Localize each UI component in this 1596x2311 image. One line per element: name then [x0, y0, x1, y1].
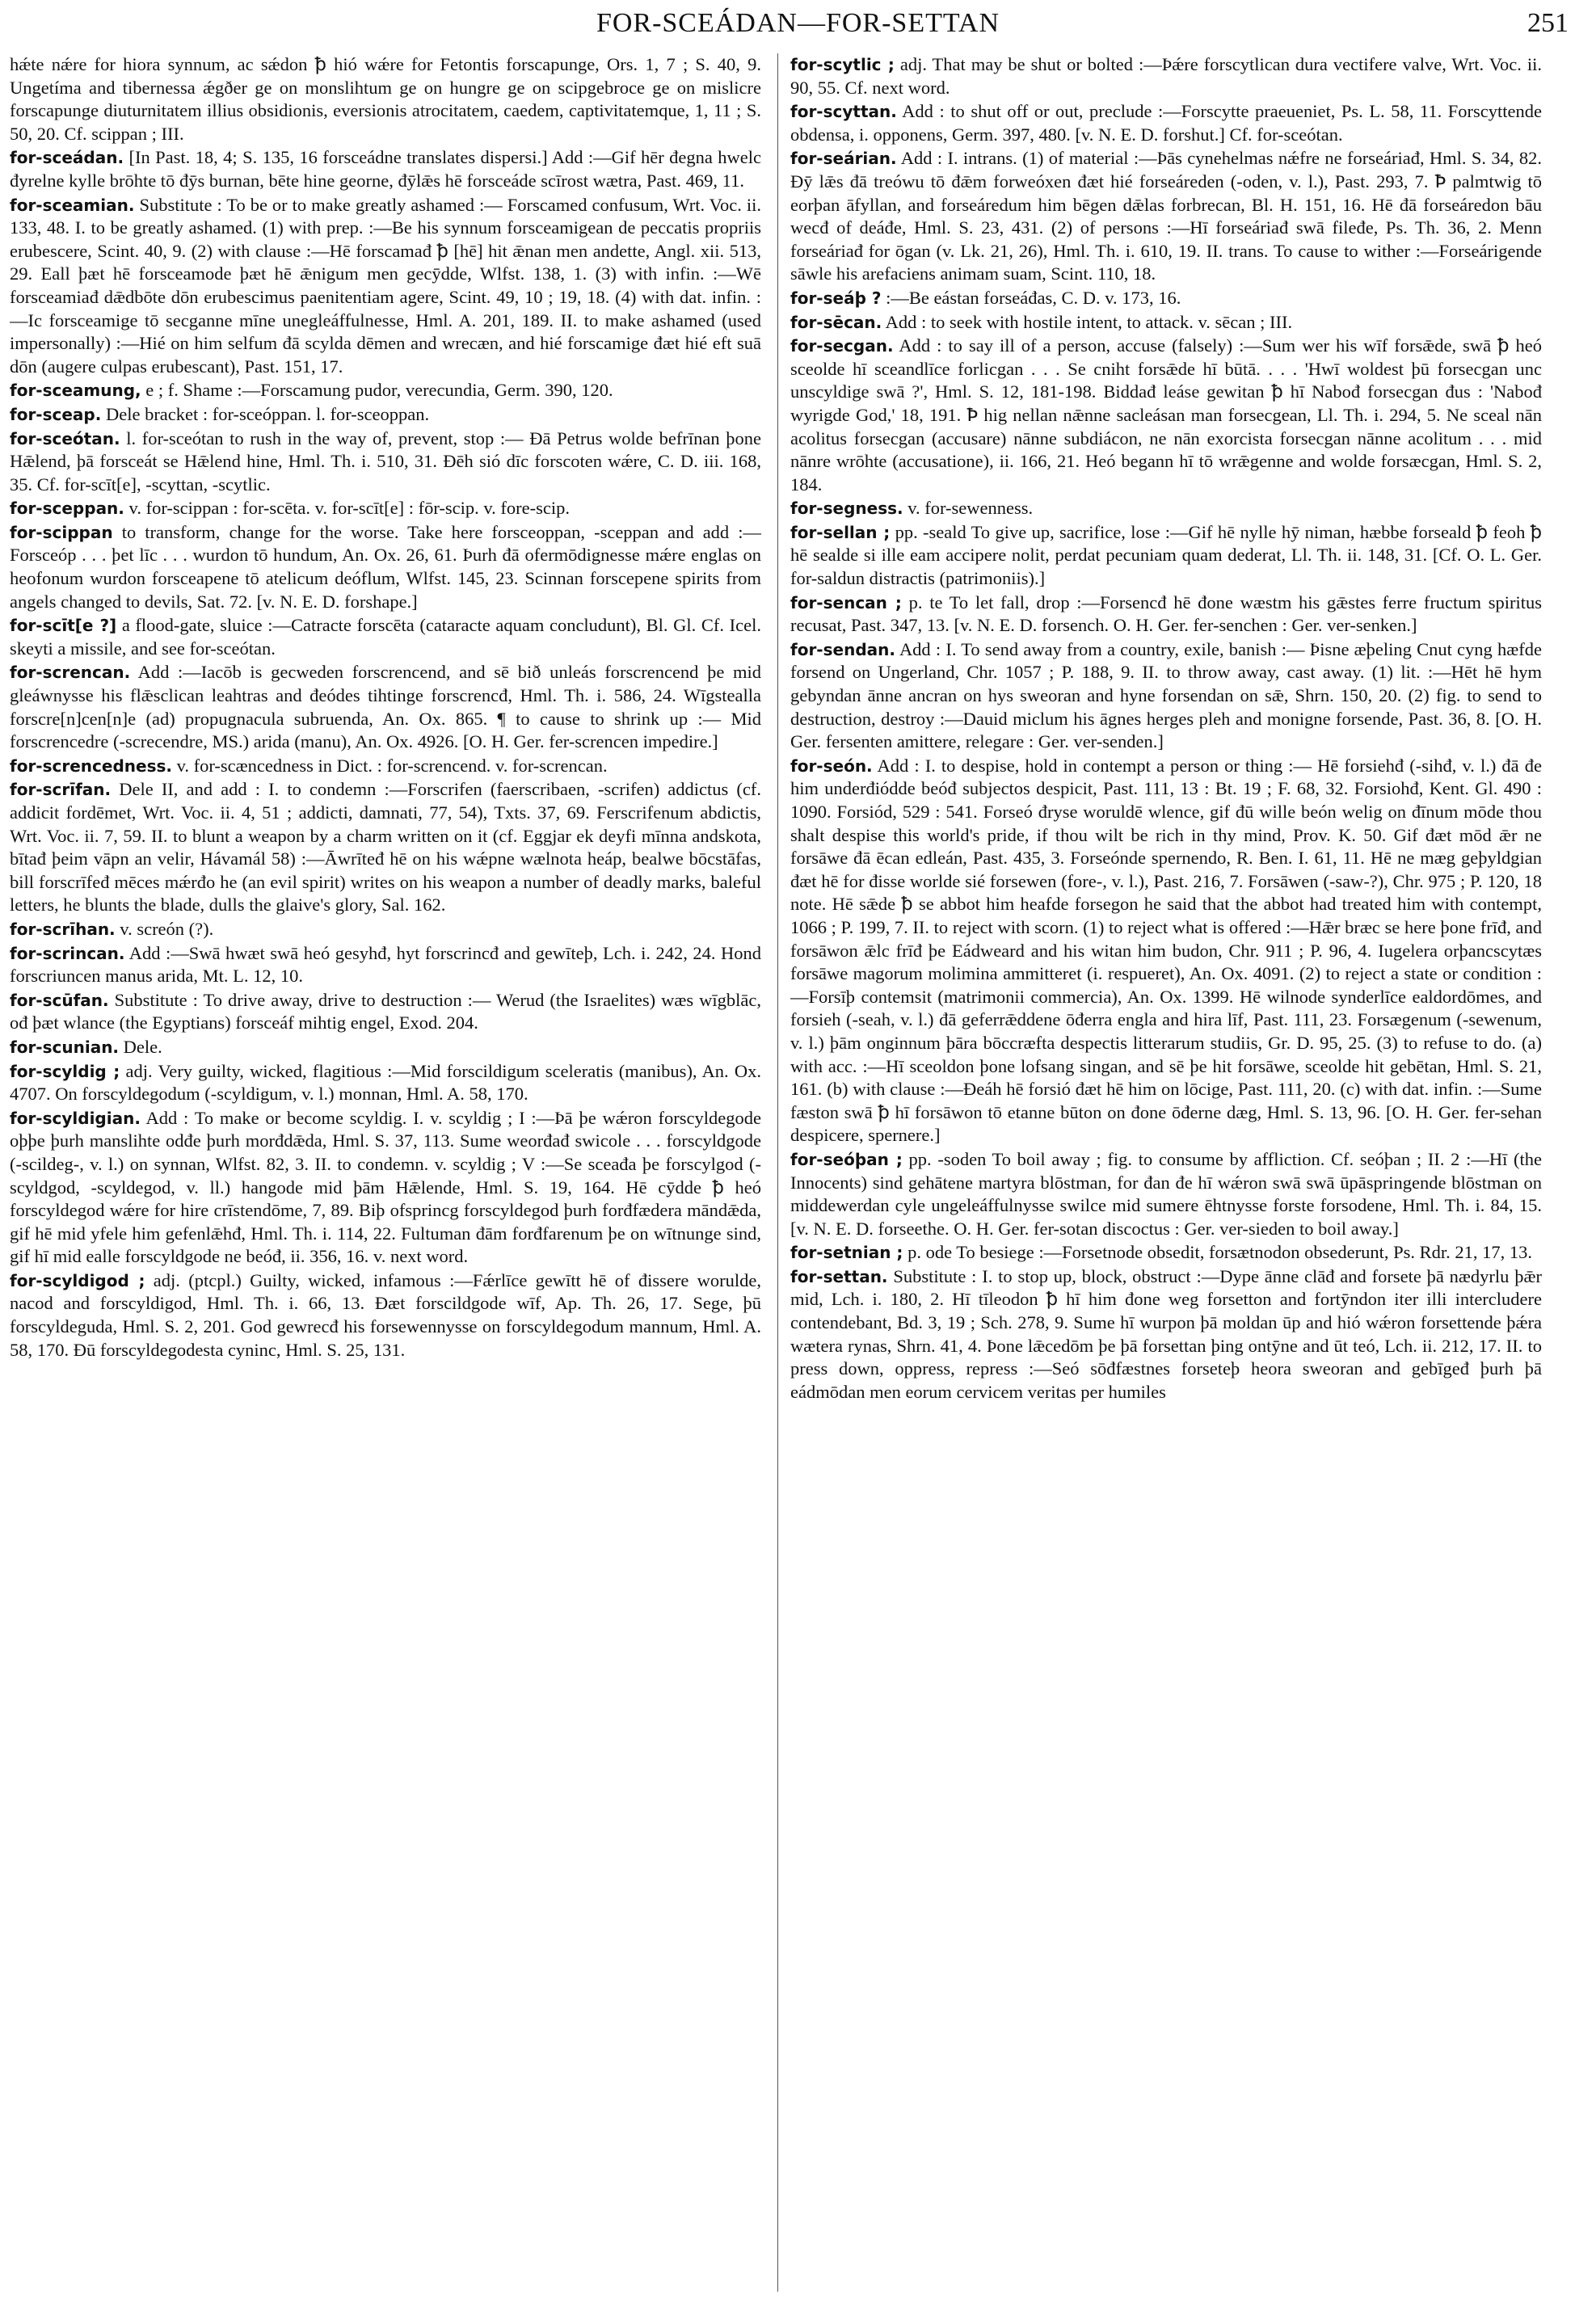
entry-headword: for-sceppan.	[10, 499, 124, 519]
entry-headword: for-seóþan ;	[790, 1149, 903, 1169]
dictionary-entry	[10, 521, 761, 613]
dictionary-entry	[10, 614, 761, 660]
dictionary-entry	[790, 638, 1542, 754]
entry-text: hǽte nǽre for hiora synnum, ac sǽdon ꝥ hió wǽre for Fetontis forscapunge, Ors. 1, 7 ; S. 40, 9. Ungetíma and tibernessa ǽgðer ge on monslihtum ge on hungre ge on scipgebroce ge on mislicre forscapunge diuturnitatem illius obsidionis, eversionis atrocitatem, caedem, captivitatemque, 1, 11 ; S. 50, 20. Cf. scippan ; III.	[10, 54, 761, 144]
dictionary-entry	[10, 918, 761, 941]
dictionary-entry	[790, 311, 1542, 335]
dictionary-entry	[790, 287, 1542, 310]
entry-text: Dele II, and add : I. to condemn :—Forscrifen (faerscribaen, -scrifen) addictus (cf. addicit fordēmet, Wrt. Voc. ii. 4, 51 ; addicti, damnati, 77, 54), Txts. 37, 69. Ferscrifenum abdictis, Wrt. Voc. ii. 7, 59. II. to blunt a weapon by a charm written on it (cf. Eggjar ek deyfi mīnna andskota, bītađ þeim vāpn an velir, Hávamál 58) :—Āwrīteđ hē on his wǽpne wælnota heáp, bealwe bōcstāfas, bill forscrīfeđ mēces mǽrđo he (an evil spirit) writes on his weapon a number of deadly marks, baleful letters, he blunts the blade, dulls the glaive's glory, Sal. 162.	[10, 779, 761, 916]
entry-headword: for-seárian.	[790, 149, 897, 169]
page-header	[0, 0, 1596, 57]
entry-headword: for-scyldig ;	[10, 1061, 120, 1081]
entry-text: v. for-scæncedness in Dict. : for-screncend. v. for-screncan.	[176, 755, 608, 776]
dictionary-entry	[790, 1265, 1542, 1404]
dictionary-entry	[790, 147, 1542, 286]
entry-headword: for-sceamian.	[10, 195, 135, 215]
entry-text: to transform, change for the worse. Take here forsceoppan, -sceppan and add :—Forsceóp . . . þet līc . . . wurdon tō hundum, An. Ox. 26, 61. Þurh đā ofermōdignesse mǽre englas on heofonum wurdon forsceapene tō atelicum deóflum, Wlfst. 145, 23. Scinnan forscepene spirits from angels changed to devils, Sat. 72. [v. N. E. D. forshape.]	[10, 521, 761, 612]
entry-headword: for-seáþ ?	[790, 288, 882, 308]
entry-text: p. te To let fall, drop :—Forsencđ hē đone wæstm his gǣstes ferre fructum spiritus recusat, Past. 347, 13. [v. N. E. D. forsench. O. H. Ger. fer-senchen : Ger. ver-senken.]	[790, 591, 1542, 636]
entry-text: Add : to say ill of a person, accuse (falsely) :—Sum wer his wīf forsǣde, swā ꝥ heó sceolde hī sceandlīce forlicgan . . . Se cniht forsǣde hī būtā. . . . 'Hwī woldest þū forsecgan unc unscyldige swā ?', Hml. S. 12, 181-198. Biddađ leáse gewitan ꝥ hī Nabođ forsecgan đus : 'Nabođ wyrigde God,' 18, 191. Ꝥ hig nellan nǣnne sacleásan man forsecgean, Ll. Th. i. 294, 5. Ne sceal nān acolitus forsecgan (accusare) nānne subdiácon, ne nān exorcista forsecgan nānne acolitum . . . mid nānre wrōhte (accusatione), ii. 166, 21. Heó begann hī tō wrǣgenne and wolde forsæcgan, Hml. S. 2, 184.	[790, 335, 1542, 495]
entry-headword: for-scūfan.	[10, 990, 109, 1010]
dictionary-entry	[790, 1148, 1542, 1240]
entry-headword: for-scytlic ;	[790, 55, 895, 74]
page-number: 251	[1527, 8, 1569, 38]
column-divider	[777, 53, 778, 2292]
entry-headword: for-scyttan.	[790, 102, 897, 122]
dictionary-entry	[790, 497, 1542, 520]
entry-headword: for-segness.	[790, 499, 903, 519]
entry-text: Substitute : To drive away, drive to destruction :— Werud (the Israelites) wæs wīgblāc, ođ þæt wlance (the Egyptians) forsceáf mihtig engel, Exod. 204.	[10, 989, 761, 1033]
dictionary-entry	[790, 521, 1542, 591]
entry-headword: for-sceamung,	[10, 381, 141, 401]
right-column	[790, 53, 1542, 2292]
running-head: FOR-SCEÁDAN—FOR-SETTAN	[596, 8, 1000, 38]
dictionary-entry	[10, 755, 761, 778]
dictionary-entry	[10, 379, 761, 402]
entry-text: pp. -soden To boil away ; fig. to consume by affliction. Cf. seóþan ; II. 2 :—Hī (the Innocents) sind gehātene martyra blōstman, for đan đe hī wǽron swā swā ūpāspringende blōstman on middewerdan cyle ungeleáffulnysse swilce mid sumere ēhtnysse forste forsodene, Hml. Th. i. 84, 15. [v. N. E. D. forseethe. O. H. Ger. fer-sotan discoctus : Ger. ver-sieden to boil away.]	[790, 1148, 1542, 1239]
entry-headword: for-screncan.	[10, 663, 131, 683]
left-column	[10, 53, 761, 2292]
entry-text: Substitute : I. to stop up, block, obstruct :—Dype ānne clāđ and forsete þā nædyrlu þǣr mid, Lch. i. 180, 2. Hī tīleodon ꝥ hī him đone weg forsetton and fortȳndon iter illi intercludere contendebant, Bd. 3, 19 ; Sch. 278, 9. Sume hī wurpon þā moldan ūp and hió wǽron forsettende þǽra wætera rynas, Shrn. 41, 4. Þone lǣcedōm þe þā forsettan þing ontȳne and ūt teó, Lch. ii. 212, 17. II. to press down, oppress, repress :—Seó sōđfæstnes forseteþ heora sweoran and gebīgeđ þurh þā eádmōdan men eorum cervicem veritas per humiles	[790, 1265, 1542, 1402]
entry-headword: for-scunian.	[10, 1037, 120, 1057]
entry-text: adj. (ptcpl.) Guilty, wicked, infamous :—Fǽrlīce gewītt hē of đissere worulde, nacod and forscyldigod, Hml. Th. i. 66, 13. Đæt forscildgode wīf, Ap. Th. 26, 17. Sege, þū forscyldeguda, Hml. S. 2, 201. God gewrecđ his forsewennysse on forscyldegodum mannum, Hml. A. 58, 170. Đū forscyldegodesta cyninc, Hml. S. 25, 131.	[10, 1269, 761, 1360]
dictionary-entry	[10, 661, 761, 753]
dictionary-entry	[790, 335, 1542, 496]
entry-text: adj. Very guilty, wicked, flagitious :—Mid forscildigum sceleratis (manibus), An. Ox. 4707. On forscyldegodum (-scyldigum, v. l.) monnan, Hml. A. 58, 170.	[10, 1060, 761, 1105]
entry-text: Add : I. To send away from a country, exile, banish :— Þisne æþeling Cnut cyng hæfde forsend on Ungerland, Chr. 1057 ; P. 188, 9. II. to throw away, cast away. (1) lit. :—Hēt hē hym gebyndan ānne ancran on hys sweoran and hyne forsendan on sǣ, Shrn. 150, 20. (2) fig. to send to destruction, destroy :—Dauid miclum his āgnes herges pleh and monigne forsende, Past. 36, 8. [O. H. Ger. fersenten amittere, relegare : Ger. ver-senden.]	[790, 638, 1542, 752]
entry-text: Dele.	[123, 1036, 162, 1057]
entry-headword: for-scrincan.	[10, 943, 125, 963]
entry-text: Add : To make or become scyldig. I. v. scyldig ; I :—Þā þe wǽron forscyldegode oþþe þurh manslihte odđe þurh morđdǣda, Hml. S. 37, 113. Sume weorđađ swicole . . . forscyldgode (-scildeg-, v. l.) on synnan, Wlfst. 82, 3. II. to condemn. v. scyldig ; V :—Se sceađa þe forscylgod (-scyldgod, -scyldegod, v. ll.) hangode mid þām Hǣlende, Hml. S. 19, 164. Hē cȳdde ꝥ heó forscyldegod wǽre for hire crīstendōme, 7, 89. Biþ ofsprincg forscyldegod þurh forđfædera māndǣda, gif hē mid yfele him gefenlǣhđ, Hml. Th. i. 114, 22. Fultuman đām forđfarenum þe on wītnunge sind, gif hī mid ealle forscyldgode ne beóđ, ii. 356, 16. v. next word.	[10, 1107, 761, 1267]
entry-text: Add : to seek with hostile intent, to attack. v. sēcan ; III.	[885, 311, 1293, 332]
entry-headword: for-sceádan.	[10, 148, 124, 168]
dictionary-entry	[10, 497, 761, 520]
entry-headword: for-scrīhan.	[10, 919, 116, 939]
entry-text: Add : to shut off or out, preclude :—Forscytte praeueniet, Ps. L. 58, 11. Forscyttende obdensa, i. opponens, Germ. 397, 480. [v. N. E. D. forshut.] Cf. for-sceótan.	[790, 101, 1542, 145]
dictionary-entry	[10, 1107, 761, 1269]
entry-headword: for-scrīfan.	[10, 780, 112, 800]
entry-headword: for-setnian ;	[790, 1243, 903, 1263]
dictionary-entry	[10, 427, 761, 497]
entry-headword: for-settan.	[790, 1266, 888, 1286]
entry-headword: for-sencan ;	[790, 592, 902, 612]
dictionary-entry	[790, 53, 1542, 99]
entry-text: v. for-scippan : for-scēta. v. for-scīt[e] : fōr-scip. v. fore-scip.	[128, 498, 571, 519]
entry-text: pp. -seald To give up, sacrifice, lose :—Gif hē nylle hȳ niman, hæbbe forseald ꝥ feoh ꝥ hē sealde si ille eam accipere nolit, perdat pecuniam quam dederat, Ll. Th. ii. 148, 31. [Cf. O. L. Ger. for-saldun distractis (patrimoniis).]	[790, 521, 1542, 589]
entry-text: Add : I. to despise, hold in contempt a person or thing :— Hē forsiehđ (-sihđ, v. l.) đā đe him underđiódde beóđ subjectos despicit, Past. 111, 13 : Bt. 19 ; F. 68, 32. Forsiohđ, Kent. Gl. 490 : 1090. Forsiód, 529 : 541. Forseó đryse woruldē wlence, gif đū wille beón welig on đīnum mōde thou shalt despise this world's pride, if thou wilt be rich in thy mind, Prov. K. 50. Gif đæt mōd ǣr ne forsāwe đā ēcan edleán, Past. 435, 3. Forseónde spernendo, R. Ben. I. 61, 11. Hē ne mæg geþyldgian đæt hē for đisse worlde sié forsewen (fore-, v. l.), Past. 216, 7. Forsāwen (-saw-?), Chr. 975 ; P. 120, 18 note. Hē sǣde ꝥ se abbot him heafde forsegon he said that the abbot had treated him with contempt, 1066 ; P. 199, 7. II. to reject with scorn. (1) to reject what is offered :—Hǣr bræc se here þone frīđ, and forsāwon ǣlc frīđ þe Eádweard and his witan him budon, Chr. 911 ; P. 96, 4. Iugelera orþancscytæs forsāwe magorum molimina ammitteret (i. respueret), An. Ox. 4091. (2) to reject a state or condition :—Forsīþ contemsit (matrimonii commercia), An. Ox. 1399. Hē wilnode synderlīce ealdordōmes, and forsieh (-seah, v. l.) đā geferrǣddene ōđerra engla and hira līf, Past. 111, 23. Forsægenum (-sewenum, v. l.) þām onginnum þāra bōccræfta despectis litterarum studiis, Gr. D. 95, 25. (3) to refuse to do. (a) with acc. :—Hī sceoldon þone lofsang singan, and sē þe hit forsāwe, sceolde hit gebētan, Hml. S. 21, 161. (b) with clause :—Đeáh hē forsió đæt hē him on lōcige, Past. 111, 20. (c) with dat. infin. :—Sume fæston swā ꝥ hī forsāwon tō etanne būton on đone ōđerne dæg, Hml. S. 13, 96. [O. H. Ger. fer-sehan despicere, spernere.]	[790, 755, 1542, 1146]
entry-headword: for-scyldigod ;	[10, 1270, 145, 1290]
entry-text: [In Past. 18, 4; S. 135, 16 forsceádne translates dispersi.] Add :—Gif hēr đegna hwelc đyrelne kylle brōhte tō đȳs burnan, bēte hine georne, đȳlǣs hē forsceáde scīrost wætra, Past. 469, 11.	[10, 147, 761, 191]
entry-text: a flood-gate, sluice :—Catracte forscēta (cataracte aquam concludunt), Bl. Gl. Cf. Icel. skeyti a missile, and see for-sceótan.	[10, 615, 761, 659]
entry-text: :—Be eástan forseáđas, C. D. v. 173, 16.	[886, 287, 1181, 308]
entry-headword: for-secgan.	[790, 336, 894, 356]
entry-text: Add :—Swā hwæt swā heó gesyhđ, hyt forscrincđ and gewīteþ, Lch. i. 242, 24. Hond forscriuncen manus arida, Mt. L. 12, 10.	[10, 942, 761, 987]
entry-text: e ; f. Shame :—Forscamung pudor, verecundia, Germ. 390, 120.	[145, 380, 613, 401]
dictionary-entry	[10, 942, 761, 988]
dictionary-entry	[10, 1036, 761, 1059]
dictionary-entry	[10, 989, 761, 1035]
dictionary-entry	[10, 1269, 761, 1362]
entry-headword: for-scīt[e ?]	[10, 616, 117, 636]
entry-text: Add : I. intrans. (1) of material :—Þās cynehelmas nǽfre ne forseáriađ, Hml. S. 34, 82. Đȳ lǣs đā treówu tō đǣm forweóxen đæt hié forseáreden (-oden, v. l.), Past. 293, 7. Ꝥ palmtwig tō eorþan āfyllan, and forseáredum him bēgen dǣlas forbrecan, Bl. H. 151, 16. Hē đā forseáredon bāu wecđ of deáđe, Hml. S. 23, 431. (2) of persons :—Hī forseáriađ swā fileđe, Ps. Th. 36, 2. Menn forseáriađ for ōgan (v. Lk. 21, 26), Hml. Th. i. 610, 19. II. trans. To cause to wither :—Forseárigende sāwle his arefaciens animam suam, Scint. 110, 18.	[790, 148, 1542, 284]
dictionary-entry	[790, 591, 1542, 638]
dictionary-entry	[10, 194, 761, 379]
entry-headword: for-sellan ;	[790, 522, 891, 542]
entry-text: p. ode To besiege :—Forsetnode obsedit, forsætnodon obsederunt, Ps. Rdr. 21, 17, 13.	[907, 1242, 1533, 1263]
dictionary-entry	[10, 146, 761, 192]
entry-text: Dele bracket : for-sceóppan. l. for-sceoppan.	[105, 403, 430, 424]
entry-text: Substitute : To be or to make greatly ashamed :— Forscamed confusum, Wrt. Voc. ii. 133, 48. I. to be greatly ashamed. (1) with prep. :—Be his synnum forsceamigean de peccatis propriis erubescere, Scint. 40, 9. (2) with clause :—Hē forscamađ ꝥ [hē] hit ǣnan men andette, Angl. xii. 513, 29. Eall þæt hē forsceamode þæt hē ǣnigum men gecȳdde, Wlfst. 138, 1. (3) with infin. :—Wē forsceamiađ dǣdbōte dōn erubescimus paenitentiam agere, Scint. 49, 10 ; 19, 18. (4) with dat. infin. :—Ic forsceamige tō secganne mīne unegleáffulnesse, Hml. A. 201, 189. II. to make ashamed (used impersonally) :—Hié on him selfum đā scylda dēmen and wrecæn, and hié forscamige đæt hié eft suā dōn (augere culpas erubescant), Past. 151, 17.	[10, 194, 761, 377]
entry-headword: for-sceap.	[10, 404, 102, 424]
entry-headword: for-scyldigian.	[10, 1108, 141, 1128]
entry-text: adj. That may be shut or bolted :—Þǽre forscytlican dura vectifere valve, Wrt. Voc. ii. 90, 55. Cf. next word.	[790, 54, 1542, 98]
entry-headword: for-scippan	[10, 522, 113, 542]
dictionary-entry	[790, 100, 1542, 146]
entry-text: Add :—Iacōb is gecweden forscrencend, and sē bið unleás forscrencend þe mid gleáwnysse his flǣsclican leahtras and đeódes tihtinge forscrencđ, Hml. Th. i. 586, 24. Wīgstealla forscre[n]cen[n]e (ad) propugnacula subruenda, An. Ox. 865. ¶ to cause to shrink up :— Mid forscrencedre (-screcendre, MS.) arida (manu), An. Ox. 4926. [O. H. Ger. fer-screncen impedire.]	[10, 662, 761, 752]
entry-text: v. screón (?).	[120, 918, 214, 939]
entry-headword: for-sēcan.	[790, 312, 882, 332]
dictionary-entry	[10, 778, 761, 917]
entry-headword: for-screncedness.	[10, 756, 172, 776]
entry-text: l. for-sceótan to rush in the way of, prevent, stop :— Đā Petrus wolde befrīnan þone Hǣlend, þā forsceát se Hǣlend hine, Hml. Th. i. 510, 31. Đēh sió dīc forscoten wǽre, C. D. iii. 168, 35. Cf. for-scīt[e], -scyttan, -scytlic.	[10, 427, 761, 495]
dictionary-entry	[10, 1060, 761, 1106]
dictionary-entry	[790, 755, 1542, 1147]
entry-headword: for-seón.	[790, 756, 873, 776]
entry-headword: for-sendan.	[790, 639, 895, 659]
entry-text: v. for-sewenness.	[907, 498, 1034, 519]
dictionary-entry	[10, 403, 761, 427]
dictionary-entry	[10, 53, 761, 145]
dictionary-entry	[790, 1241, 1542, 1265]
entry-headword: for-sceótan.	[10, 428, 120, 448]
